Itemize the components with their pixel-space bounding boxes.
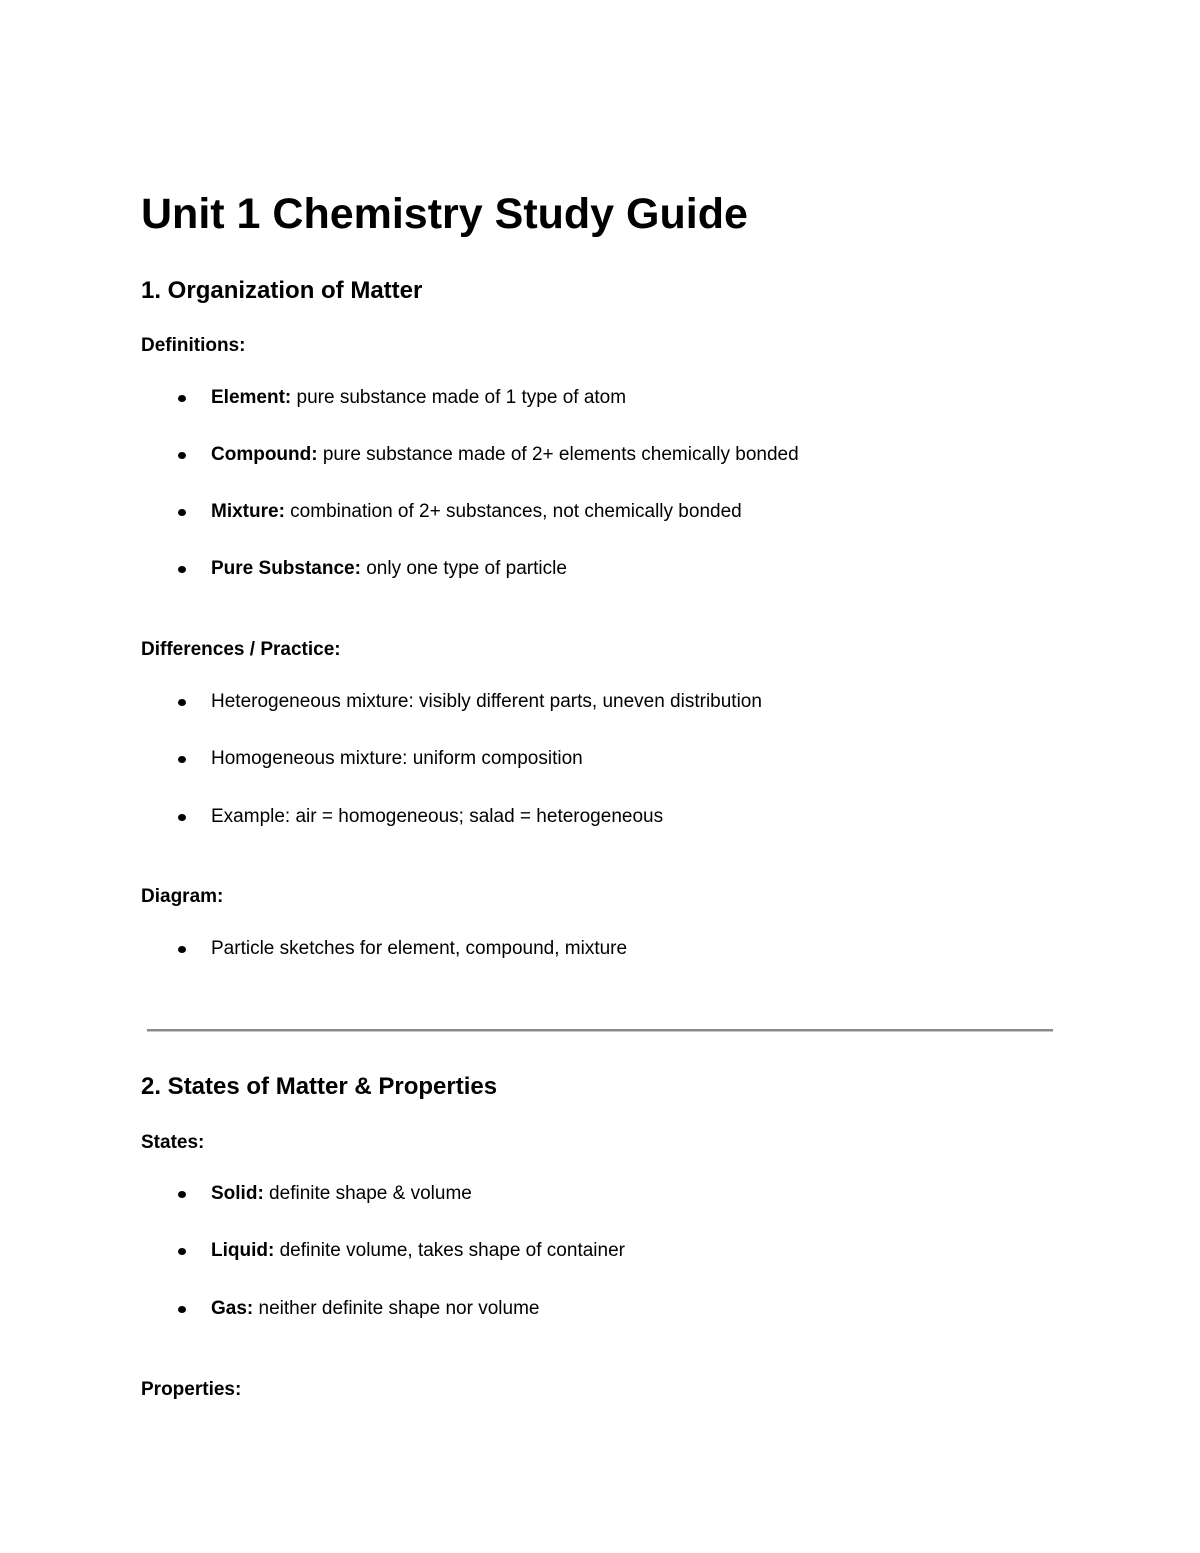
list-item-text: Heterogeneous mixture: visibly different parts, uneven distribution: [211, 691, 762, 712]
list-item-mixture: [211, 500, 742, 524]
term-solid: Solid:: [211, 1183, 264, 1204]
horizontal-rule: [147, 1029, 1053, 1032]
term-element: Element:: [211, 387, 292, 408]
bullet-icon: [178, 699, 186, 706]
properties-label: Properties:: [141, 1379, 242, 1400]
list-item-solid: [211, 1182, 472, 1206]
bullet-icon: [178, 946, 186, 953]
definition-liquid: definite volume, takes shape of container: [274, 1240, 625, 1261]
bullet-icon: [178, 1191, 186, 1198]
diagram-label: Diagram:: [141, 886, 224, 907]
list-item-gas: [211, 1297, 539, 1321]
term-pure-substance: Pure Substance:: [211, 558, 361, 579]
list-item-element: [211, 386, 626, 410]
definition-gas: neither definite shape nor volume: [253, 1298, 540, 1319]
section-heading-organization-of-matter: 1. Organization of Matter: [141, 277, 423, 304]
document-title: Unit 1 Chemistry Study Guide: [141, 190, 748, 238]
list-item-text: Particle sketches for element, compound, mixture: [211, 938, 628, 959]
term-mixture: Mixture:: [211, 501, 285, 522]
bullet-icon: [178, 566, 186, 573]
list-item-text: Example: air = homogeneous; salad = heterogeneous: [211, 806, 664, 827]
bullet-icon: [178, 1306, 186, 1313]
term-liquid: Liquid:: [211, 1240, 275, 1261]
bullet-icon: [178, 509, 186, 516]
bullet-icon: [178, 1248, 186, 1255]
list-item-compound: [211, 443, 799, 467]
definitions-label: Definitions:: [141, 335, 246, 356]
list-item-text: Homogeneous mixture: uniform composition: [211, 748, 583, 769]
states-label: States:: [141, 1132, 205, 1153]
list-item-particle-sketches: [211, 937, 627, 961]
list-item-liquid: [211, 1239, 625, 1263]
bullet-icon: [178, 814, 186, 821]
differences-label: Differences / Practice:: [141, 639, 341, 660]
list-item-pure-substance: [211, 557, 567, 581]
section-heading-states-of-matter: 2. States of Matter & Properties: [141, 1073, 498, 1100]
list-item-heterogeneous: [211, 690, 762, 714]
bullet-icon: [178, 452, 186, 459]
list-item-example: [211, 805, 663, 829]
term-compound: Compound:: [211, 444, 318, 465]
bullet-icon: [178, 756, 186, 763]
definition-solid: definite shape & volume: [263, 1183, 472, 1204]
definition-mixture: combination of 2+ substances, not chemically bonded: [284, 501, 742, 522]
list-item-homogeneous: [211, 747, 583, 771]
definition-pure-substance: only one type of particle: [360, 558, 567, 579]
bullet-icon: [178, 395, 186, 402]
term-gas: Gas:: [211, 1298, 254, 1319]
definition-element: pure substance made of 1 type of atom: [291, 387, 627, 408]
definition-compound: pure substance made of 2+ elements chemically bonded: [317, 444, 799, 465]
